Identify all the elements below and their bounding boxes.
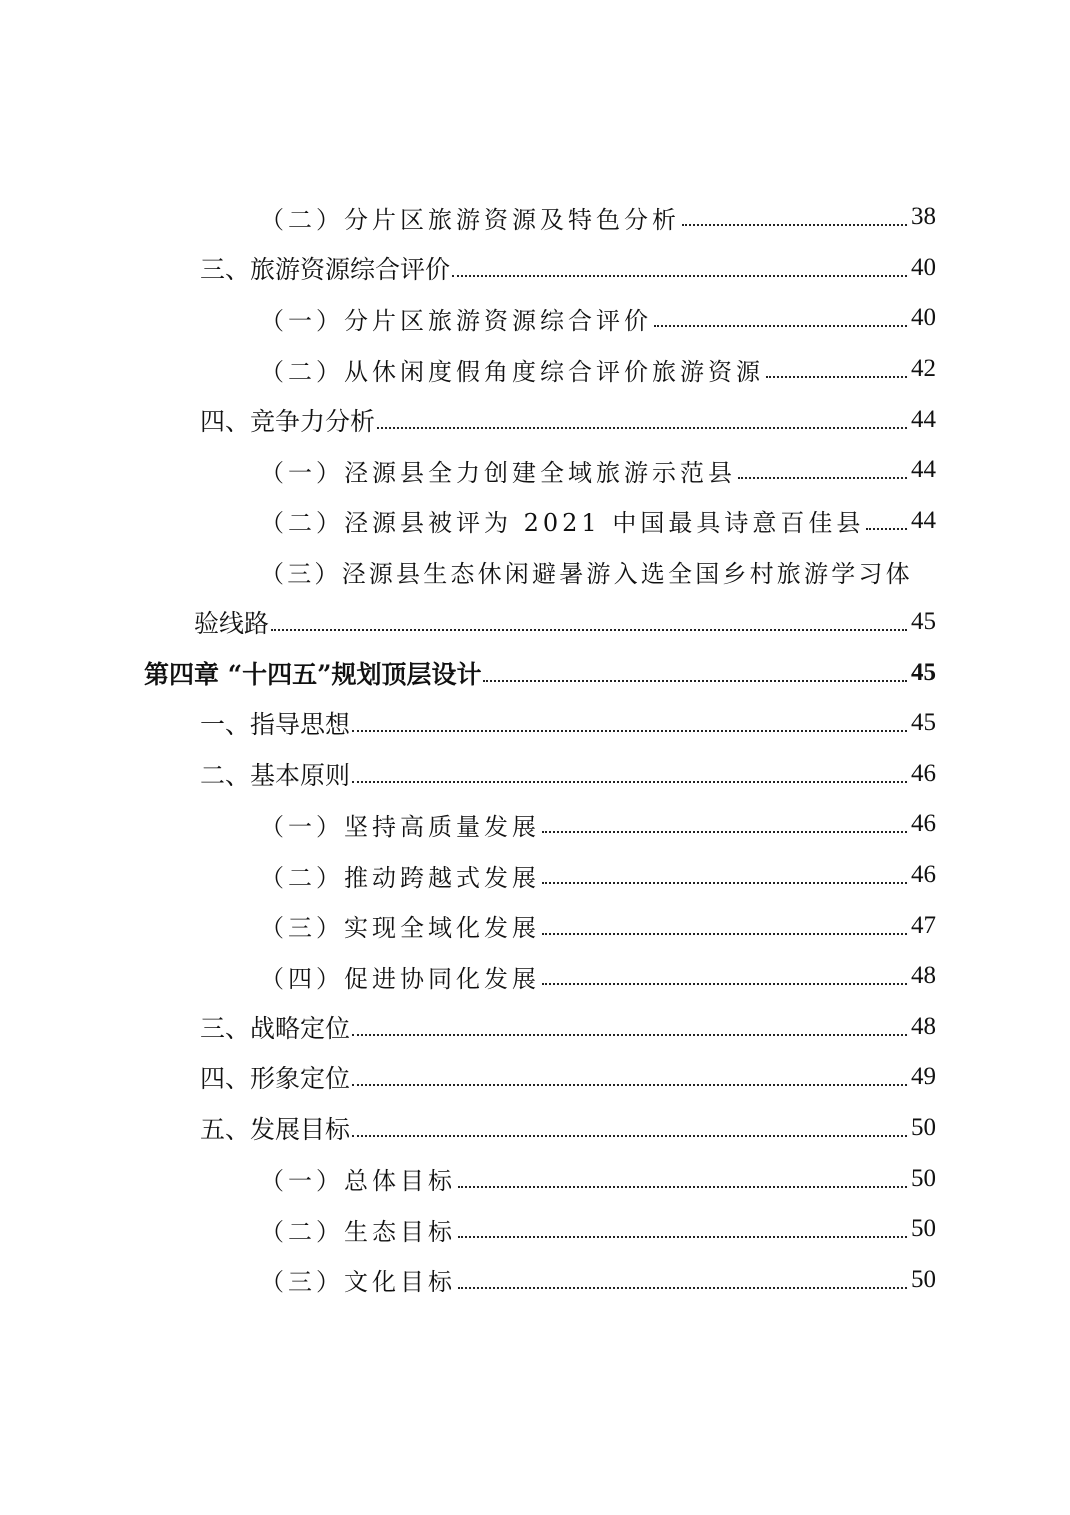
dot-leader — [682, 224, 907, 226]
toc-entry-page-number: 40 — [911, 304, 936, 332]
toc-entry-page-number: 48 — [911, 1012, 936, 1040]
toc-entry-title: （一）坚持高质量发展 — [260, 812, 540, 841]
toc-entry-title: 二、基本原则 — [200, 760, 351, 790]
toc-entry-title: （四）促进协同化发展 — [260, 964, 540, 993]
toc-entry[interactable] — [0, 799, 1070, 850]
toc-entry-title: 一、指导思想 — [200, 710, 351, 740]
dot-leader — [458, 1287, 907, 1289]
toc-entry[interactable] — [0, 597, 1070, 648]
dot-leader — [738, 477, 907, 479]
toc-entry-title: （二）泾源县被评为 2021 中国最具诗意百佳县 — [260, 509, 865, 538]
dot-leader — [352, 1135, 907, 1137]
toc-entry-title: 三、旅游资源综合评价 — [200, 254, 451, 284]
toc-entry[interactable] — [0, 394, 1070, 445]
toc-entry-page-number: 50 — [911, 1164, 936, 1192]
toc-entry-title: （二）推动跨越式发展 — [260, 863, 540, 892]
toc-entry[interactable] — [0, 1103, 1070, 1154]
toc-entry-page-number: 49 — [911, 1063, 936, 1091]
toc-entry-title: 五、发展目标 — [200, 1114, 351, 1144]
dot-leader — [271, 629, 907, 631]
toc-entry[interactable] — [0, 1052, 1070, 1103]
toc-entry-page-number: 40 — [911, 253, 936, 281]
toc-entry-page-number: 44 — [911, 405, 936, 433]
toc-entry-title: （一）总体目标 — [260, 1167, 456, 1196]
dot-leader — [542, 933, 907, 935]
toc-entry-title: （二）分片区旅游资源及特色分析 — [260, 205, 680, 234]
toc-entry-page-number: 38 — [911, 203, 936, 231]
toc-entry-page-number: 45 — [911, 658, 936, 686]
toc-entry-title: 四、竞争力分析 — [200, 406, 376, 436]
toc-chapter-entry[interactable] — [0, 647, 1070, 698]
toc-entry-title: （三）文化目标 — [260, 1268, 456, 1297]
toc-entry-title: （三）实现全域化发展 — [260, 914, 540, 943]
toc-entry-page-number: 45 — [911, 709, 936, 737]
toc-entry-page-number: 50 — [911, 1265, 936, 1293]
toc-entry-page-number: 45 — [911, 608, 936, 636]
toc-entry[interactable] — [0, 546, 1070, 597]
dot-leader — [866, 528, 907, 530]
dot-leader — [542, 831, 907, 833]
dot-leader — [766, 376, 907, 378]
toc-entry[interactable] — [0, 951, 1070, 1002]
toc-entry[interactable] — [0, 192, 1070, 243]
table-of-contents — [0, 192, 1070, 1305]
toc-entry[interactable] — [0, 1254, 1070, 1305]
toc-entry-title: 三、战略定位 — [200, 1013, 351, 1043]
toc-entry-title: （一）分片区旅游资源综合评价 — [260, 306, 652, 335]
toc-entry[interactable] — [0, 496, 1070, 547]
dot-leader — [483, 680, 907, 682]
toc-entry-page-number: 42 — [911, 355, 936, 383]
dot-leader — [458, 1236, 907, 1238]
toc-entry-page-number: 44 — [911, 456, 936, 484]
toc-entry[interactable] — [0, 1204, 1070, 1255]
toc-entry[interactable] — [0, 293, 1070, 344]
toc-entry-title: （二）从休闲度假角度综合评价旅游资源 — [260, 357, 764, 386]
dot-leader — [352, 781, 907, 783]
toc-entry-page-number: 46 — [911, 810, 936, 838]
toc-entry[interactable] — [0, 749, 1070, 800]
toc-entry[interactable] — [0, 344, 1070, 395]
toc-entry-page-number: 50 — [911, 1215, 936, 1243]
dot-leader — [458, 1186, 907, 1188]
dot-leader — [352, 1084, 907, 1086]
dot-leader — [542, 882, 907, 884]
toc-entry-page-number: 50 — [911, 1113, 936, 1141]
dot-leader — [352, 730, 907, 732]
toc-entry-title: 第四章 “十四五”规划顶层设计 — [144, 659, 482, 689]
toc-entry-page-number: 46 — [911, 861, 936, 889]
toc-entry[interactable] — [0, 698, 1070, 749]
dot-leader — [542, 983, 907, 985]
toc-entry-title: （二）生态目标 — [260, 1217, 456, 1246]
toc-entry-page-number: 44 — [911, 506, 936, 534]
toc-entry-page-number: 48 — [911, 962, 936, 990]
toc-entry-title: 验线路 — [194, 609, 270, 639]
toc-entry-title: （三）泾源县生态休闲避暑游入选全国乡村旅游学习体 — [260, 559, 913, 588]
dot-leader — [352, 1034, 907, 1036]
dot-leader — [452, 275, 907, 277]
toc-entry-page-number: 47 — [911, 911, 936, 939]
toc-entry-title: 四、形象定位 — [200, 1064, 351, 1094]
toc-entry[interactable] — [0, 243, 1070, 294]
toc-entry[interactable] — [0, 850, 1070, 901]
dot-leader — [377, 427, 907, 429]
toc-entry[interactable] — [0, 900, 1070, 951]
toc-entry-title: （一）泾源县全力创建全域旅游示范县 — [260, 458, 736, 487]
toc-entry-page-number: 46 — [911, 759, 936, 787]
dot-leader — [654, 325, 907, 327]
toc-entry[interactable] — [0, 445, 1070, 496]
toc-entry[interactable] — [0, 1153, 1070, 1204]
toc-entry[interactable] — [0, 1002, 1070, 1053]
